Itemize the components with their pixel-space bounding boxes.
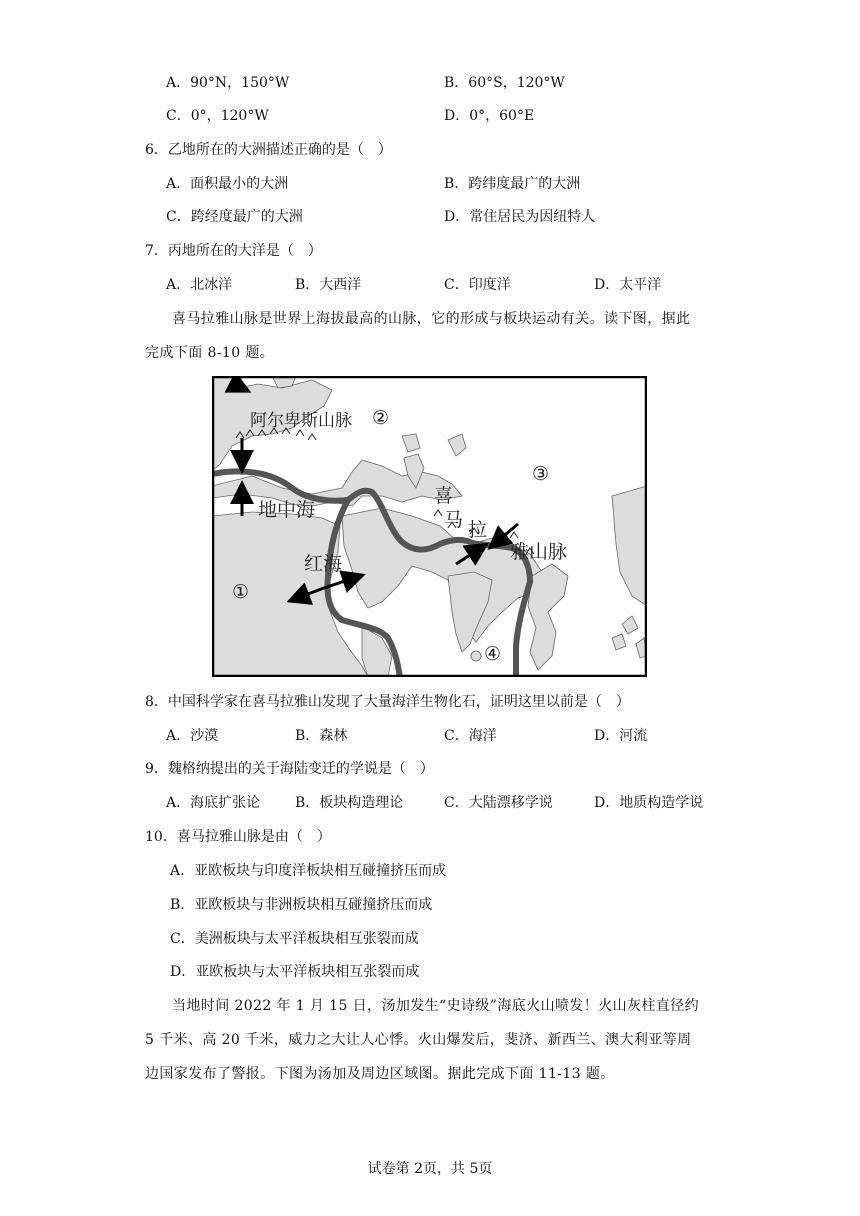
q7-option-a: A．北冰洋 xyxy=(166,277,233,293)
q9-stem: 9．魏格纳提出的关于海陆变迁的学说是（ ） xyxy=(145,761,434,777)
q5-option-a: A．90°N，150°W xyxy=(166,75,290,91)
page-footer: 试卷第 2页，共 5页 xyxy=(367,1161,493,1177)
q8-stem: 8．中国科学家在喜马拉雅山发现了大量海洋生物化石，证明这里以前是（ ） xyxy=(145,694,630,710)
q8-option-b: B．森林 xyxy=(295,728,348,744)
q6-option-b: B．跨纬度最广的大洲 xyxy=(444,176,581,192)
label-himalaya-1: 喜 xyxy=(434,485,454,507)
circle-label-3: ③ xyxy=(532,463,550,485)
q7-option-b: B．大西洋 xyxy=(295,277,362,293)
label-red-sea: 红海 xyxy=(304,553,343,575)
passage-2-line-1: 当地时间 2022 年 1 月 15 日，汤加发生“史诗级”海底火山喷发！火山灰柱直径约 xyxy=(172,998,699,1014)
passage-2-line-2: 5 千米、高 20 千米，威力之大让人心悸。火山爆发后，斐济、新西兰、澳大利亚等周 xyxy=(145,1032,692,1048)
q6-option-a: A．面积最小的大洲 xyxy=(166,176,289,192)
q6-stem: 6．乙地所在的大洲描述正确的是（ ） xyxy=(145,142,392,158)
q9-option-d: D．地质构造学说 xyxy=(594,795,704,811)
q5-option-c: C．0°，120°W xyxy=(166,108,269,124)
circle-label-1: ① xyxy=(232,581,250,603)
q8-option-d: D．河流 xyxy=(594,728,648,744)
q10-option-b: B．亚欧板块与非洲板块相互碰撞挤压而成 xyxy=(170,897,433,913)
q6-option-c: C．跨经度最广的大洲 xyxy=(166,209,303,225)
q9-option-b: B．板块构造理论 xyxy=(295,795,404,811)
label-himalaya-2: 马 xyxy=(444,509,464,531)
passage-1-line-2: 完成下面 8-10 题。 xyxy=(145,345,275,361)
q5-option-b: B．60°S，120°W xyxy=(444,75,565,91)
q10-option-c: C．美洲板块与太平洋板块相互张裂而成 xyxy=(170,931,419,947)
q7-option-d: D．太平洋 xyxy=(594,277,662,293)
q8-option-a: A．沙漠 xyxy=(166,728,219,744)
label-himalaya-3: 拉 xyxy=(468,519,488,541)
passage-1-line-1: 喜马拉雅山脉是世界上海拔最高的山脉，它的形成与板块运动有关。读下图，据此 xyxy=(172,311,691,327)
q6-option-d: D．常住居民为因纽特人 xyxy=(444,209,596,225)
label-alps: 阿尔卑斯山脉 xyxy=(250,411,352,431)
q10-stem: 10．喜马拉雅山脉是由（ ） xyxy=(145,829,331,845)
label-himalaya-4: 雅山脉 xyxy=(510,541,568,563)
label-mediterranean: 地中海 xyxy=(258,499,316,521)
q9-option-c: C．大陆漂移学说 xyxy=(444,795,553,811)
q8-option-c: C．海洋 xyxy=(444,728,497,744)
circle-label-4: ④ xyxy=(484,643,502,665)
circle-label-2: ② xyxy=(372,407,390,429)
q5-option-d: D．0°，60°E xyxy=(444,108,535,124)
plate-boundary-map xyxy=(212,376,647,677)
q10-option-a: A．亚欧板块与印度洋板块相互碰撞挤压而成 xyxy=(170,863,447,879)
q7-stem: 7．丙地所在的大洋是（ ） xyxy=(145,243,322,259)
q10-option-d: D．亚欧板块与太平洋板块相互张裂而成 xyxy=(170,964,420,980)
passage-2-line-3: 边国家发布了警报。下图为汤加及周边区域图。据此完成下面 11-13 题。 xyxy=(145,1066,615,1082)
q7-option-c: C．印度洋 xyxy=(444,277,511,293)
q9-option-a: A．海底扩张论 xyxy=(166,795,261,811)
